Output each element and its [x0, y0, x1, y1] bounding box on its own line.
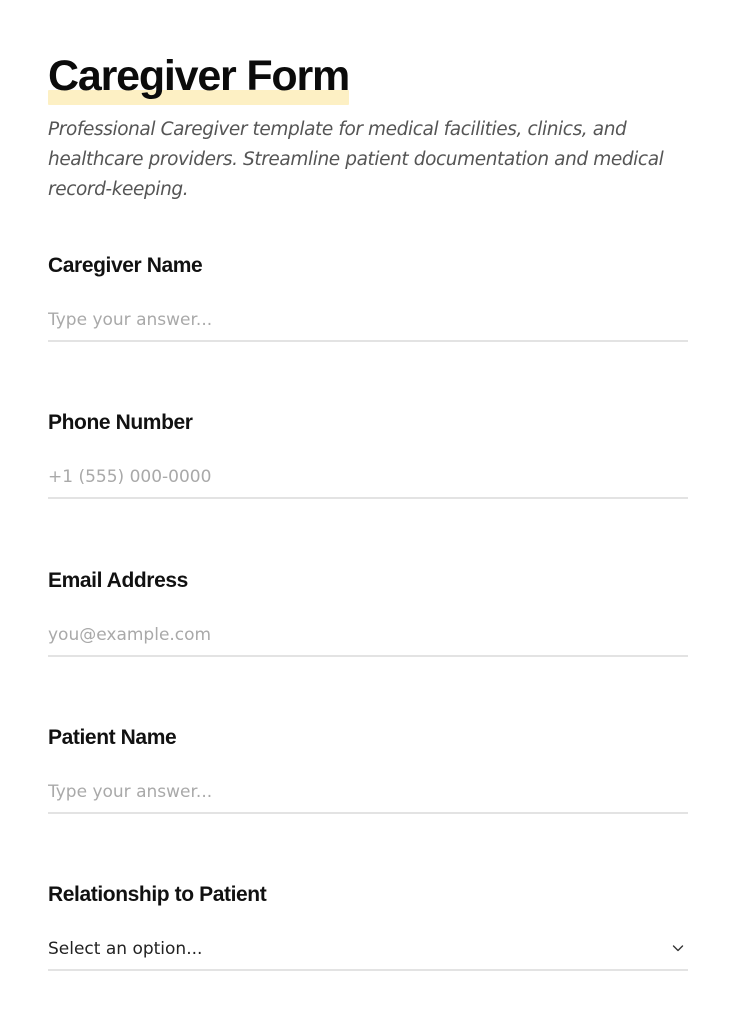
form-description: Professional Caregiver template for medical facilities, clinics, and healthcare providers. Streamline patient documentation and medical record-keeping. [48, 119, 664, 200]
patient-name-input[interactable] [48, 772, 688, 814]
chevron-down-icon [672, 942, 684, 954]
page-title: Caregiver Form [48, 52, 350, 100]
email-address-label: Email Address [48, 569, 188, 592]
relationship-label: Relationship to Patient [48, 883, 267, 906]
caregiver-name-input[interactable] [48, 300, 688, 342]
relationship-select-value: Select an option... [48, 939, 203, 959]
email-address-input[interactable] [48, 615, 688, 657]
patient-name-label: Patient Name [48, 726, 177, 749]
form-header [48, 52, 349, 100]
phone-number-input[interactable] [48, 457, 688, 499]
relationship-select[interactable] [48, 929, 688, 971]
caregiver-name-label: Caregiver Name [48, 254, 203, 277]
phone-number-label: Phone Number [48, 411, 193, 434]
